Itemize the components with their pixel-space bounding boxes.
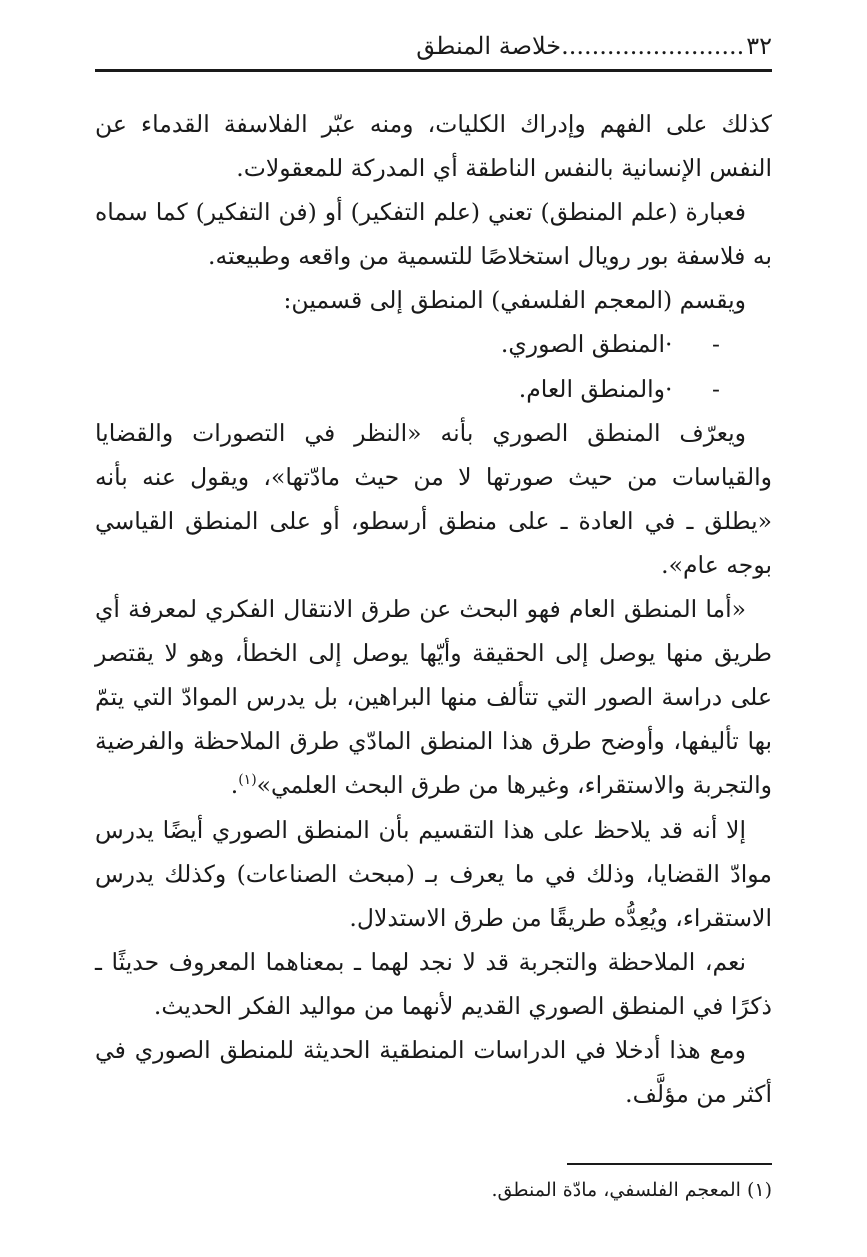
paragraph-4: ويعرّف المنطق الصوري بأنه «النظر في التصورات والقضايا والقياسات من حيث صورتها لا من حيث مادّتها»، ويقول عنه بأنه «يطلق ـ في العادة ـ على منطق أرسطو، أو على المنطق القياسي بوجه عام». <box>95 418 772 579</box>
list-dash: - <box>712 330 720 359</box>
paragraph-2: فعبارة (علم المنطق) تعني (علم التفكير) أو (فن التفكير) كما سماه به فلاسفة بور رويال استخلاصًا للتسمية من واقعه وطبيعته. <box>95 198 772 271</box>
list-item-text: ·المنطق الصوري. <box>500 330 673 359</box>
footnote-reference[interactable]: (١) <box>238 772 257 789</box>
paragraph-7: نعم، الملاحظة والتجربة قد لا نجد لهما ـ بمعناهما المعروف حديثًا ـ ذكرًا في المنطق الصوري القديم لأنهما من مواليد الفكر الحديث. <box>95 947 772 1020</box>
paragraph-1: كذلك على الفهم وإدراك الكليات، ومنه عبّر الفلاسفة القدماء عن النفس الإنسانية بالنفس الناطقة أي المدركة للمعقولات. <box>95 110 772 183</box>
list-item <box>95 322 772 366</box>
paragraph-5-text: «أما المنطق العام فهو البحث عن طرق الانتقال الفكري لمعرفة أي طريق منها يوصل إلى الحقيقة وأيّها يوصل إلى الخطأ، وهو لا يقتصر على دراسة الصور التي تتألف منها البراهين، بل يدرس الموادّ التي يتمّ بها تأليفها، وأوضح طرق هذا المنطق المادّي طرق الملاحظة والفرضية والتجربة والاستقراء، وغيرها من طرق البحث العلمي» <box>95 595 772 800</box>
header-dots: ........................ <box>561 32 745 60</box>
list-dash: - <box>712 374 720 403</box>
footnote-rule <box>567 1163 772 1165</box>
body-text <box>95 102 772 1116</box>
paragraph-3: ويقسم (المعجم الفلسفي) المنطق إلى قسمين: <box>283 286 746 315</box>
paragraph-5-end: . <box>230 771 239 800</box>
running-header <box>95 26 772 66</box>
header-rule <box>95 69 772 72</box>
list-item-text: ·والمنطق العام. <box>518 374 673 403</box>
running-title: خلاصة المنطق <box>416 32 562 60</box>
footnote: (١) المعجم الفلسفي، مادّة المنطق. <box>491 1179 772 1201</box>
list-item <box>95 367 772 411</box>
page-number: ٣٢ <box>746 32 772 60</box>
paragraph-6: إلا أنه قد يلاحظ على هذا التقسيم بأن المنطق الصوري أيضًا يدرس موادّ القضايا، وذلك في ما يعرف بـ (مبحث الصناعات) وكذلك يدرس الاستقراء، ويُعِدُّه طريقًا من طرق الاستدلال. <box>95 815 772 932</box>
paragraph-8: ومع هذا أدخلا في الدراسات المنطقية الحديثة للمنطق الصوري في أكثر من مؤلَّف. <box>95 1035 772 1109</box>
division-list <box>95 322 772 410</box>
paragraph-5 <box>95 587 772 807</box>
